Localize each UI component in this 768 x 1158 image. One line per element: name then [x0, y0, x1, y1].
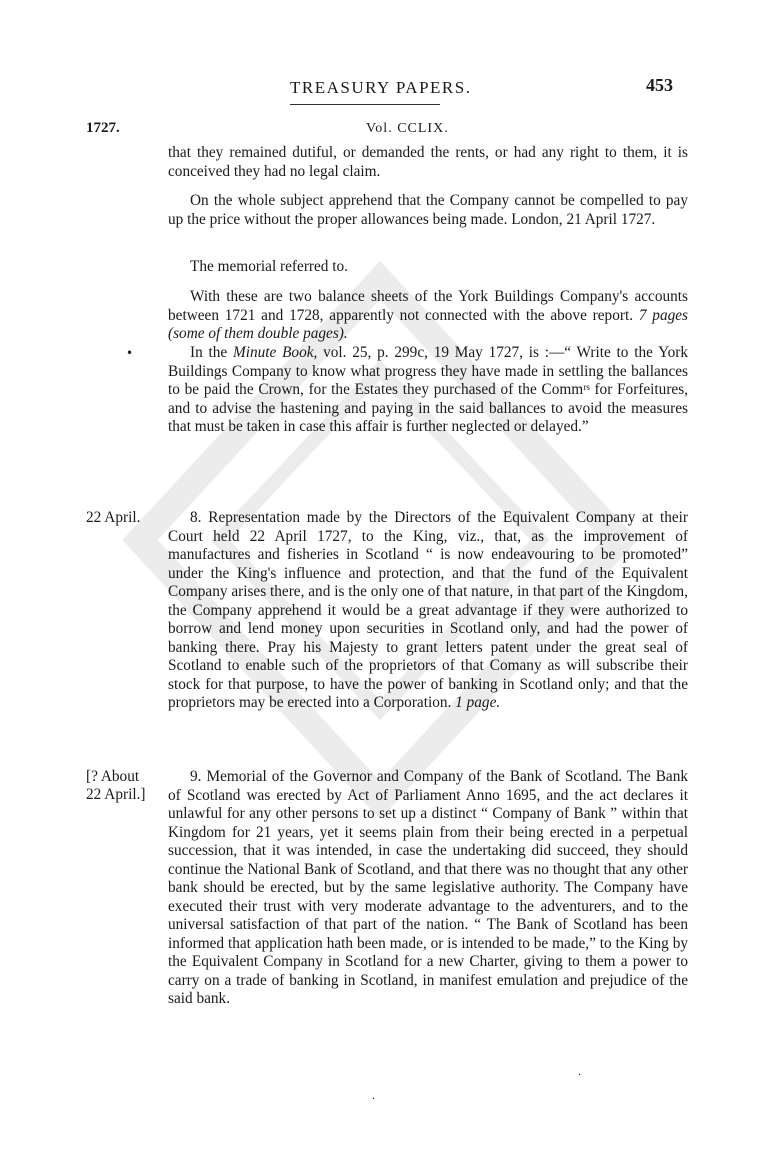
balance-sheets-paragraph — [168, 288, 688, 344]
conclusion-paragraph: On the whole subject apprehend that the Company cannot be compelled to pay up the price without the proper allowances being made. London, 21 April 1727. — [168, 192, 688, 228]
item-8-paragraph — [168, 509, 688, 713]
minute-book-paragraph — [168, 344, 688, 437]
page-number: 453 — [646, 75, 673, 95]
margin-date-item8: 22 April. — [86, 509, 141, 526]
continuation-paragraph: that they remained dutiful, or demanded the rents, or had any right to them, it is conceived they had no legal claim. — [168, 144, 688, 180]
balance-sheets-pages: 7 pages (some of them double pages). — [168, 306, 688, 342]
stray-mark: · — [372, 1094, 376, 1105]
stray-mark: · — [578, 1070, 582, 1081]
header-divider — [290, 104, 440, 105]
memorial-reference: The memorial referred to. — [190, 258, 348, 275]
item-8-text: 8. Representation made by the Directors of the Equivalent Company at their Court held 22 April 1727, to the King, viz., that, as the improvement of manufactures and fisheries in Scotland “ is now endeavouring to be promoted” under the King's influence and protection, and that the fund of the Equivalent Company arises there, and is the only one of that nature, in that part of the Kingdom, the Company apprehend it would be a great advantage if they were authorized to borrow and lend money upon securities in Scotland only, and had the power of banking there. Pray his Majesty to grant letters patent under the great seal of Scotland to enable such of the proprietors of that Comany as will subscribe their stock for that purpose, to have the power of banking in Scotland only; and that the proprietors may be erected into a Corporation. — [168, 509, 688, 711]
item-9-paragraph: 9. Memorial of the Governor and Company of the Bank of Scotland. The Bank of Scotland was erected by Act of Parliament Anno 1695, and the act declares it unlawful for any other persons to set up a distinct “ Company of Bank ” within that Kingdom for 21 years, yet it seems plain from their being erected in a perpetual succession, that it was intended, in case the undertaking did succeed, they should continue the National Bank of Scotland, and that there was no thought that any other bank should be erected, but by the same legislative authority. The Company have executed their trust with very moderate advantage to the adventurers, and to the universal satisfaction of that part of the nation. “ The Bank of Scotland has been informed that application hath been made, or is intended to be made,” to the King by the Equivalent Company in Scotland for a new Charter, giving to them a power to carry on a trade of banking in Scotland, in manifest emulation and prejudice of the said bank. — [168, 768, 688, 1007]
margin-date-item9-line1: [? About — [86, 768, 140, 785]
minute-book-intro: In the — [190, 344, 228, 361]
item-8-page-count: 1 page. — [455, 694, 501, 711]
balance-sheets-text: With these are two balance sheets of the York Buildings Company's accounts between 1721 and 1728, apparently not connected with the above report. — [168, 288, 688, 324]
margin-date-item9-line2: 22 April.] — [86, 786, 146, 803]
minute-book-title: Minute Book — [232, 344, 314, 361]
minute-book-quote: , vol. 25, p. 299c, 19 May 1727, is :—“ Write to the York Buildings Company to know what progress they have made in settling the ballances to be paid the Crown, for the Estates they purchased of the Commʳˢ for Forfeitures, and to advise the hastening and paying in the said ballances to avoid the measures that must be taken in case this affair is further neglected or delayed.” — [168, 344, 688, 435]
year-label: 1727. — [86, 120, 120, 136]
volume-label: Vol. CCLIX. — [366, 121, 449, 136]
running-header-title: TREASURY PAPERS. — [290, 78, 472, 97]
margin-bullet: • — [126, 346, 134, 360]
